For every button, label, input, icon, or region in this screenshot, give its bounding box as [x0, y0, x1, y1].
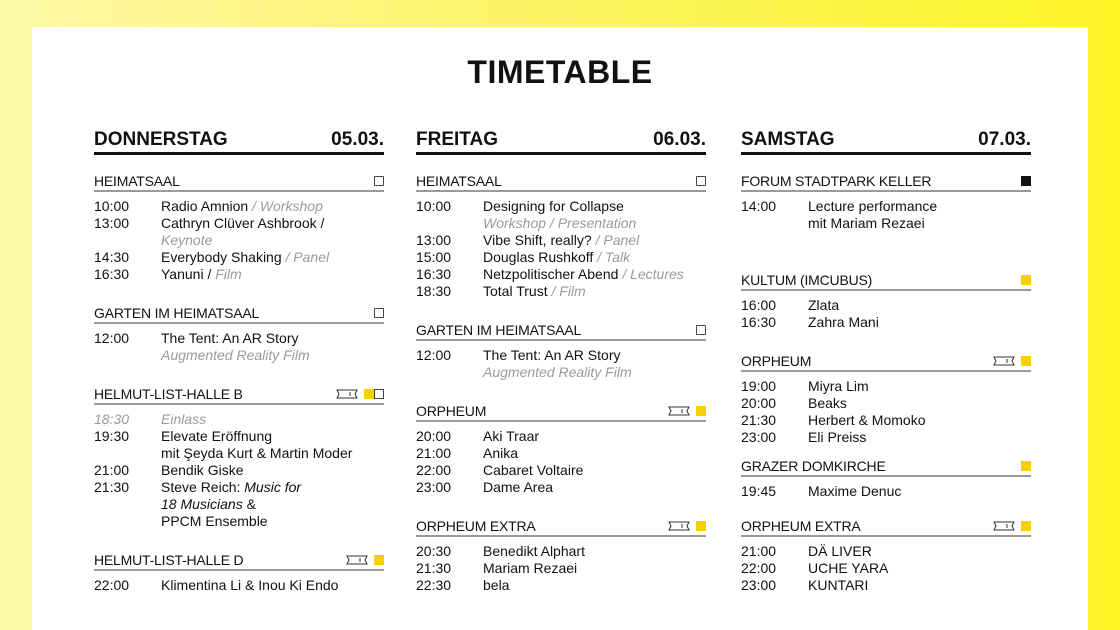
venue-icons	[336, 389, 384, 399]
ticket-icon	[993, 521, 1015, 531]
event-row	[741, 412, 1031, 429]
event-name: Zlata	[808, 297, 840, 313]
event-row	[741, 560, 1031, 577]
event-line	[483, 462, 706, 479]
event-line	[483, 347, 706, 364]
page-title: TIMETABLE	[467, 54, 653, 90]
event-name: Elevate Eröffnung	[161, 428, 273, 444]
event-type: Augmented Reality Film	[161, 347, 310, 363]
event-name: Douglas Rushkoff	[483, 249, 594, 265]
event-row	[416, 232, 706, 249]
event-row	[416, 266, 706, 283]
day-column-samstag	[741, 128, 1031, 594]
event-type: / Film	[547, 283, 586, 299]
event-title	[161, 198, 384, 215]
venue-section	[741, 353, 1031, 446]
venue-header	[94, 305, 384, 324]
event-row	[94, 428, 384, 462]
venue-icons	[993, 521, 1031, 531]
event-time: 16:30	[416, 266, 452, 282]
venue-section	[741, 458, 1031, 500]
day-column-donnerstag	[94, 128, 384, 594]
venue-name: GARTEN IM HEIMATSAAL	[416, 322, 582, 338]
event-title	[483, 266, 706, 283]
event-line	[161, 577, 384, 594]
event-time: 10:00	[94, 198, 130, 214]
venue-name: GRAZER DOMKIRCHE	[741, 458, 886, 474]
event-time: 16:30	[94, 266, 130, 282]
venue-section	[741, 173, 1031, 232]
event-line2: mit Şeyda Kurt & Martin Moder	[161, 445, 353, 461]
event-name: DÄ LIVER	[808, 543, 872, 559]
event-time: 16:00	[741, 297, 777, 313]
event-line	[483, 249, 706, 266]
event-name: Herbert & Momoko	[808, 412, 926, 428]
event-title	[808, 483, 1031, 500]
event-row	[416, 479, 706, 496]
venue-name: ORPHEUM	[741, 353, 812, 369]
event-line	[161, 198, 384, 215]
venue-header	[94, 173, 384, 192]
empty-square-icon	[696, 325, 706, 335]
ticket-icon	[336, 389, 358, 399]
event-time: 19:45	[741, 483, 777, 499]
venue-header	[94, 386, 384, 405]
venue-header	[416, 322, 706, 341]
event-name: Aki Traar	[483, 428, 540, 444]
event-line	[161, 411, 384, 428]
venue-section	[416, 518, 706, 594]
event-name: Steve Reich:	[161, 479, 245, 495]
venue-section	[416, 322, 706, 381]
event-list	[741, 378, 1031, 446]
venue-header	[741, 458, 1031, 477]
venue-section	[741, 272, 1031, 331]
ticket-icon	[668, 521, 690, 531]
event-time: 13:00	[94, 215, 130, 231]
event-title	[808, 560, 1031, 577]
event-list	[94, 411, 384, 530]
event-row	[416, 249, 706, 266]
venue-section	[741, 518, 1031, 594]
event-name: KUNTARI	[808, 577, 869, 593]
half-square-icon	[364, 389, 384, 399]
event-row	[741, 198, 1031, 232]
venue-section	[416, 403, 706, 496]
event-type: Film	[211, 266, 242, 282]
day-name: SAMSTAG	[741, 129, 835, 150]
event-type: Augmented Reality Film	[483, 364, 632, 380]
day-name: FREITAG	[416, 129, 498, 150]
event-time: 22:00	[741, 560, 777, 576]
event-list	[741, 297, 1031, 331]
event-row	[741, 577, 1031, 594]
event-list	[94, 577, 384, 594]
event-row	[94, 577, 384, 594]
venue-header	[741, 353, 1031, 372]
venue-name: HEIMATSAAL	[416, 173, 502, 189]
event-type: Keynote	[161, 232, 213, 248]
venue-header	[416, 403, 706, 422]
event-time: 23:00	[416, 479, 452, 495]
event-time: 13:00	[416, 232, 452, 248]
event-title	[808, 314, 1031, 331]
event-row	[94, 330, 384, 364]
venue-header	[741, 173, 1031, 192]
event-title	[161, 462, 384, 479]
venue-name: ORPHEUM	[416, 403, 487, 419]
event-time: 12:00	[416, 347, 452, 363]
event-line2	[161, 496, 384, 513]
event-title	[161, 215, 384, 249]
event-row	[741, 314, 1031, 331]
event-line	[808, 577, 1031, 594]
event-name: Cabaret Voltaire	[483, 462, 584, 478]
event-row	[94, 249, 384, 266]
event-line3: PPCM Ensemble	[161, 513, 268, 529]
event-list	[741, 198, 1031, 232]
event-line	[808, 560, 1031, 577]
venue-icons	[696, 325, 706, 335]
event-line	[161, 215, 384, 232]
event-name: Mariam Rezaei	[483, 560, 578, 576]
event-row	[416, 543, 706, 560]
day-date: 05.03.	[331, 129, 384, 150]
event-name: Netzpolitischer Abend	[483, 266, 623, 282]
event-row	[741, 429, 1031, 446]
empty-square-icon	[374, 308, 384, 318]
event-time: 23:00	[741, 429, 777, 445]
yellow-square-icon	[696, 521, 706, 531]
yellow-square-icon	[1021, 356, 1031, 366]
venue-icons	[993, 356, 1031, 366]
event-time: 10:00	[416, 198, 452, 214]
event-italic: 18 Musicians	[161, 496, 243, 512]
event-line	[161, 428, 384, 445]
event-name: The Tent: An AR Story	[483, 347, 621, 363]
event-time: 12:00	[94, 330, 130, 346]
event-line	[483, 560, 706, 577]
yellow-square-icon	[696, 406, 706, 416]
event-title	[161, 330, 384, 364]
event-name: Einlass	[161, 411, 207, 427]
event-line	[161, 462, 384, 479]
event-name: Eli Preiss	[808, 429, 867, 445]
event-title	[161, 479, 384, 530]
event-title	[483, 232, 706, 249]
event-time: 21:00	[416, 445, 452, 461]
event-line	[808, 297, 1031, 314]
event-line	[808, 412, 1031, 429]
event-type: Workshop / Presentation	[483, 215, 637, 231]
event-list	[416, 543, 706, 594]
event-time: 22:30	[416, 577, 452, 593]
event-title	[808, 378, 1031, 395]
event-name: Klimentina Li & Inou Ki Endo	[161, 577, 339, 593]
event-type: / Talk	[593, 249, 631, 265]
event-name: Everybody Shaking	[161, 249, 282, 265]
event-name: Benedikt Alphart	[483, 543, 585, 559]
black-square-icon	[1021, 176, 1031, 186]
event-rest: &	[242, 496, 256, 512]
event-time: 23:00	[741, 577, 777, 593]
yellow-square-icon	[1021, 275, 1031, 285]
event-row	[741, 543, 1031, 560]
event-name: Bendik Giske	[161, 462, 244, 478]
venue-icons	[1021, 275, 1031, 285]
event-line	[808, 198, 1031, 215]
event-line	[483, 266, 706, 283]
event-line	[161, 479, 384, 496]
event-time: 20:30	[416, 543, 452, 559]
ticket-icon	[346, 555, 368, 565]
event-line	[808, 395, 1031, 412]
event-row	[416, 560, 706, 577]
event-title	[808, 429, 1031, 446]
venue-name: HELMUT-LIST-HALLE D	[94, 552, 244, 568]
event-title	[483, 543, 706, 560]
day-date: 07.03.	[978, 129, 1031, 150]
venue-header	[741, 518, 1031, 537]
venue-icons	[374, 176, 384, 186]
venue-header	[416, 518, 706, 537]
event-row	[416, 198, 706, 232]
empty-square-icon	[374, 176, 384, 186]
event-title	[483, 577, 706, 594]
event-time: 22:00	[416, 462, 452, 478]
event-title	[161, 411, 384, 428]
day-header	[94, 128, 384, 155]
event-title	[808, 577, 1031, 594]
event-line2: mit Mariam Rezaei	[808, 215, 925, 231]
event-time: 22:00	[94, 577, 130, 593]
event-line	[808, 543, 1031, 560]
event-time: 18:30	[94, 411, 130, 427]
event-line	[808, 314, 1031, 331]
event-name: Miyra Lim	[808, 378, 869, 394]
event-line	[808, 483, 1031, 500]
event-title	[808, 395, 1031, 412]
event-name: Beaks	[808, 395, 847, 411]
event-title	[808, 297, 1031, 314]
event-title	[161, 249, 384, 266]
event-row	[741, 297, 1031, 314]
event-title	[808, 198, 1031, 232]
empty-half	[374, 389, 384, 399]
event-line	[483, 428, 706, 445]
event-row	[416, 577, 706, 594]
event-time: 21:30	[741, 412, 777, 428]
event-line	[483, 543, 706, 560]
venue-icons	[1021, 176, 1031, 186]
event-title	[483, 283, 706, 300]
event-list	[416, 428, 706, 496]
venue-name: KULTUM (IMCUBUS)	[741, 272, 873, 288]
venue-name: ORPHEUM EXTRA	[741, 518, 861, 534]
venue-name: HELMUT-LIST-HALLE B	[94, 386, 243, 402]
ticket-icon	[668, 406, 690, 416]
event-time: 14:00	[741, 198, 777, 214]
event-name: Lecture performance	[808, 198, 938, 214]
event-title	[808, 412, 1031, 429]
event-title	[483, 249, 706, 266]
event-row	[94, 462, 384, 479]
venue-section	[94, 386, 384, 530]
event-row	[94, 411, 384, 428]
event-type: / Lectures	[622, 266, 684, 282]
event-row	[416, 283, 706, 300]
event-title	[483, 347, 706, 381]
event-name: bela	[483, 577, 510, 593]
empty-square-icon	[696, 176, 706, 186]
event-list	[416, 347, 706, 381]
event-title	[483, 479, 706, 496]
event-time: 19:30	[94, 428, 130, 444]
venue-header	[741, 272, 1031, 291]
venue-section	[94, 305, 384, 364]
event-line	[808, 429, 1031, 446]
yellow-square-icon	[1021, 461, 1031, 471]
event-title	[483, 462, 706, 479]
event-title	[161, 577, 384, 594]
yellow-square-icon	[374, 555, 384, 565]
event-name: Dame Area	[483, 479, 554, 495]
event-row	[94, 215, 384, 249]
event-list	[741, 483, 1031, 500]
event-time: 18:30	[416, 283, 452, 299]
event-line	[161, 249, 384, 266]
event-row	[416, 462, 706, 479]
venue-icons	[374, 308, 384, 318]
day-header	[741, 128, 1031, 155]
event-line	[483, 577, 706, 594]
event-list	[741, 543, 1031, 594]
event-line	[483, 445, 706, 462]
venue-section	[94, 552, 384, 594]
yellow-square-icon	[1021, 521, 1031, 531]
event-name: UCHE YARA	[808, 560, 889, 576]
venue-section	[94, 173, 384, 283]
event-line	[161, 330, 384, 347]
venue-icons	[346, 555, 384, 565]
event-line	[161, 266, 384, 283]
venue-name: FORUM STADTPARK KELLER	[741, 173, 932, 189]
event-time: 20:00	[416, 428, 452, 444]
venue-header	[416, 173, 706, 192]
event-type: / Panel	[591, 232, 640, 248]
event-type: / Workshop	[248, 198, 323, 214]
event-row	[416, 445, 706, 462]
event-time: 19:00	[741, 378, 777, 394]
event-title	[808, 543, 1031, 560]
event-title	[483, 445, 706, 462]
yellow-half	[364, 389, 374, 399]
day-date: 06.03.	[653, 129, 706, 150]
venue-icons	[1021, 461, 1031, 471]
event-time: 16:30	[741, 314, 777, 330]
venue-header	[94, 552, 384, 571]
venue-name: ORPHEUM EXTRA	[416, 518, 536, 534]
event-time: 21:00	[741, 543, 777, 559]
event-line	[483, 232, 706, 249]
day-name: DONNERSTAG	[94, 129, 228, 150]
event-name: Cathryn Clüver Ashbrook /	[161, 215, 325, 231]
event-row	[416, 428, 706, 445]
event-name: Yanuni /	[161, 266, 212, 282]
venue-section	[416, 173, 706, 300]
event-name: Maxime Denuc	[808, 483, 902, 499]
event-row	[94, 479, 384, 530]
venue-icons	[668, 406, 706, 416]
event-row	[416, 347, 706, 381]
event-row	[741, 378, 1031, 395]
event-name: The Tent: An AR Story	[161, 330, 299, 346]
event-time: 21:30	[94, 479, 130, 495]
venue-name: GARTEN IM HEIMATSAAL	[94, 305, 260, 321]
event-name: Zahra Mani	[808, 314, 879, 330]
event-row	[94, 266, 384, 283]
event-type: / Panel	[281, 249, 330, 265]
event-line	[483, 283, 706, 300]
event-list	[94, 198, 384, 283]
event-title	[483, 560, 706, 577]
event-row	[94, 198, 384, 215]
day-column-freitag	[416, 128, 706, 594]
event-line	[483, 198, 706, 215]
event-line	[808, 378, 1031, 395]
event-time: 14:30	[94, 249, 130, 265]
event-title	[483, 428, 706, 445]
event-name: Total Trust	[483, 283, 548, 299]
event-title	[161, 266, 384, 283]
event-title	[483, 198, 706, 232]
event-name: Anika	[483, 445, 519, 461]
event-list	[94, 330, 384, 364]
venue-name: HEIMATSAAL	[94, 173, 180, 189]
event-title	[161, 428, 384, 462]
venue-icons	[668, 521, 706, 531]
ticket-icon	[993, 356, 1015, 366]
event-time: 21:00	[94, 462, 130, 478]
event-name: Vibe Shift, really?	[483, 232, 592, 248]
event-name: Designing for Collapse	[483, 198, 624, 214]
event-list	[416, 198, 706, 300]
venue-icons	[696, 176, 706, 186]
event-italic: Music for	[244, 479, 302, 495]
event-time: 20:00	[741, 395, 777, 411]
event-row	[741, 483, 1031, 500]
day-header	[416, 128, 706, 155]
event-time: 21:30	[416, 560, 452, 576]
event-line	[483, 479, 706, 496]
event-time: 15:00	[416, 249, 452, 265]
event-row	[741, 395, 1031, 412]
event-name: Radio Amnion	[161, 198, 249, 214]
